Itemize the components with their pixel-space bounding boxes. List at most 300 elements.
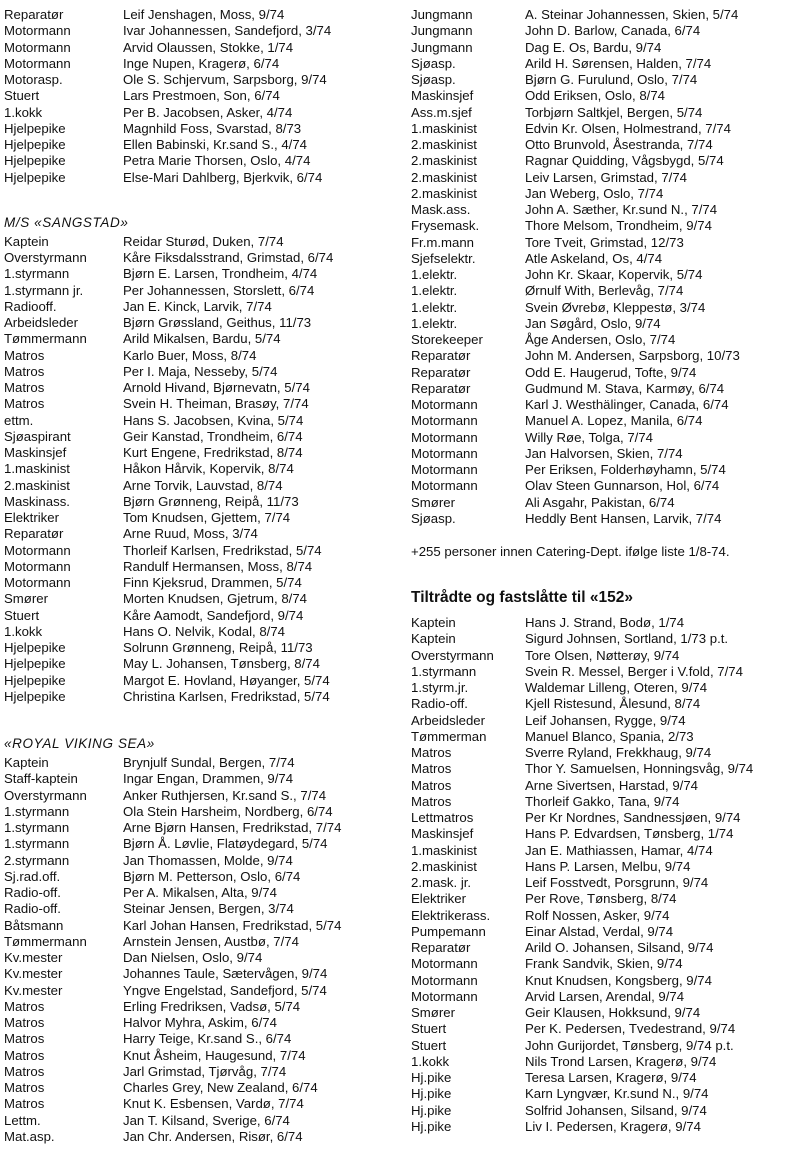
crew-name: Per I. Maja, Nesseby, 5/74 bbox=[123, 363, 278, 379]
crew-role: Kv.mester bbox=[4, 966, 63, 982]
crew-row bbox=[4, 869, 400, 885]
crew-role: Matros bbox=[4, 347, 45, 363]
crew-row bbox=[411, 778, 800, 794]
section-152-title: Tiltrådte og fastslåtte til «152» bbox=[411, 589, 633, 606]
crew-role: Hjelpepike bbox=[4, 153, 66, 169]
crew-role: Jungmann bbox=[411, 39, 473, 55]
crew-role: Arbeidsleder bbox=[411, 712, 486, 728]
crew-name: Ola Stein Harsheim, Nordberg, 6/74 bbox=[123, 803, 333, 819]
crew-role: Tømmermann bbox=[4, 331, 87, 347]
crew-name: Jan Thomassen, Molde, 9/74 bbox=[123, 852, 293, 868]
crew-role: Stuert bbox=[411, 1037, 447, 1053]
crew-role: 1.styrmann bbox=[4, 836, 70, 852]
crew-role: Hj.pike bbox=[411, 1118, 452, 1134]
crew-role: 2.mask. jr. bbox=[411, 875, 472, 890]
crew-role: Reparatør bbox=[4, 526, 64, 542]
crew-name: Ole S. Schjervum, Sarpsborg, 9/74 bbox=[123, 72, 327, 87]
crew-name: Bjørn M. Petterson, Oslo, 6/74 bbox=[123, 868, 301, 884]
crew-role: Motormann bbox=[4, 575, 71, 590]
crew-role: Motormann bbox=[411, 972, 478, 988]
crew-role: Kaptein bbox=[411, 631, 456, 647]
crew-role: Motormann bbox=[4, 558, 71, 574]
crew-row bbox=[411, 924, 800, 940]
crew-row bbox=[411, 202, 800, 218]
crew-name: Ellen Babinski, Kr.sand S., 4/74 bbox=[123, 137, 307, 152]
crew-role: Motormann bbox=[4, 55, 71, 71]
crew-name: Thore Melsom, Trondheim, 9/74 bbox=[525, 218, 712, 234]
crew-row bbox=[411, 137, 800, 153]
crew-row bbox=[4, 999, 400, 1015]
crew-name: Morten Knudsen, Gjetrum, 8/74 bbox=[123, 591, 307, 607]
crew-role: Matros bbox=[4, 363, 45, 379]
crew-role: 1.kokk bbox=[411, 1053, 450, 1069]
crew-row bbox=[4, 771, 400, 787]
crew-name: Jan Chr. Andersen, Risør, 6/74 bbox=[123, 1128, 303, 1144]
crew-name: Per Kr Nordnes, Sandnessjøen, 9/74 bbox=[525, 810, 741, 825]
crew-name: Lars Prestmoen, Son, 6/74 bbox=[123, 88, 280, 104]
crew-row bbox=[4, 673, 400, 689]
crew-row bbox=[411, 615, 800, 631]
crew-name: Ingar Engan, Drammen, 9/74 bbox=[123, 771, 294, 787]
crew-role: 2.maskinist bbox=[4, 477, 70, 493]
crew-row bbox=[411, 1103, 800, 1119]
crew-role: Båtsmann bbox=[4, 917, 64, 933]
crew-role: 2.maskinist bbox=[411, 153, 477, 169]
crew-role: Matros bbox=[411, 745, 452, 760]
crew-role: Matros bbox=[4, 1047, 45, 1063]
crew-name: Yngve Engelstad, Sandefjord, 5/74 bbox=[123, 982, 327, 998]
crew-role: Motormann bbox=[411, 429, 478, 445]
crew-row bbox=[4, 266, 400, 282]
sangstad-crew-list bbox=[4, 234, 400, 705]
crew-row bbox=[4, 591, 400, 607]
crew-name: Hans P. Larsen, Melbu, 9/74 bbox=[525, 858, 691, 874]
crew-row bbox=[411, 495, 800, 511]
crew-name: Arne Sivertsen, Harstad, 9/74 bbox=[525, 777, 698, 793]
crew-role: Kaptein bbox=[411, 615, 456, 630]
crew-row bbox=[411, 105, 800, 121]
crew-role: Hjelpepike bbox=[4, 137, 66, 152]
crew-role: Smører bbox=[411, 1005, 455, 1020]
crew-name: Arild H. Sørensen, Halden, 7/74 bbox=[525, 55, 712, 71]
crew-role: Maskinsjef bbox=[411, 826, 474, 842]
crew-name: Knut K. Esbensen, Vardø, 7/74 bbox=[123, 1096, 304, 1112]
crew-name: Arvid Larsen, Arendal, 9/74 bbox=[525, 988, 685, 1004]
crew-role: Maskinass. bbox=[4, 493, 70, 509]
crew-name: Hans J. Strand, Bodø, 1/74 bbox=[525, 615, 685, 630]
crew-name: Bjørn G. Furulund, Oslo, 7/74 bbox=[525, 72, 698, 87]
right-column bbox=[411, 7, 800, 1135]
crew-row bbox=[4, 7, 400, 23]
crew-name: Waldemar Lilleng, Oteren, 9/74 bbox=[525, 680, 708, 695]
crew-row bbox=[4, 105, 400, 121]
crew-name: Steinar Jensen, Bergen, 3/74 bbox=[123, 901, 294, 917]
crew-role: 1.styrmann bbox=[4, 803, 70, 819]
crew-row bbox=[411, 940, 800, 956]
crew-row bbox=[4, 689, 400, 705]
crew-row bbox=[4, 1064, 400, 1080]
crew-role: Matros bbox=[4, 396, 45, 412]
crew-row bbox=[4, 853, 400, 869]
crew-role: Motorasp. bbox=[4, 72, 63, 87]
crew-role: 1.maskinist bbox=[411, 842, 477, 858]
crew-name: Hans O. Nelvik, Kodal, 8/74 bbox=[123, 623, 285, 639]
crew-role: Sjøasp. bbox=[411, 55, 456, 71]
crew-name: Arild Mikalsen, Bardu, 5/74 bbox=[123, 331, 281, 347]
crew-name: Magnhild Foss, Svarstad, 8/73 bbox=[123, 120, 302, 136]
crew-role: Kaptein bbox=[4, 755, 49, 770]
crew-name: Erling Fredriksen, Vadsø, 5/74 bbox=[123, 998, 301, 1014]
crew-row bbox=[4, 918, 400, 934]
catering-note: +255 personer innen Catering-Dept. ifølge liste 1/8-74. bbox=[411, 544, 730, 559]
crew-role: Stuert bbox=[411, 1021, 447, 1037]
crew-role: Reparatør bbox=[411, 940, 471, 955]
crew-name: Willy Røe, Tolga, 7/74 bbox=[525, 429, 654, 445]
crew-row bbox=[411, 745, 800, 761]
crew-name: Solfrid Johansen, Silsand, 9/74 bbox=[525, 1102, 707, 1118]
crew-name: Jan E. Mathiassen, Hamar, 4/74 bbox=[525, 842, 713, 858]
crew-row bbox=[411, 153, 800, 169]
crew-name: Heddly Bent Hansen, Larvik, 7/74 bbox=[525, 510, 722, 526]
crew-role: Hjelpepike bbox=[4, 120, 66, 136]
crew-name: Hans S. Jacobsen, Kvina, 5/74 bbox=[123, 412, 304, 428]
crew-name: Otto Brunvold, Åsestranda, 7/74 bbox=[525, 137, 713, 152]
crew-role: Motormann bbox=[4, 23, 71, 39]
crew-row bbox=[411, 478, 800, 494]
crew-role: Elektrikerass. bbox=[411, 907, 491, 923]
crew-name: Liv I. Pedersen, Kragerø, 9/74 bbox=[525, 1118, 701, 1134]
crew-row bbox=[411, 7, 800, 23]
crew-name: Åge Andersen, Oslo, 7/74 bbox=[525, 332, 676, 347]
crew-row bbox=[4, 88, 400, 104]
crew-row bbox=[4, 934, 400, 950]
crew-role: Sjøasp. bbox=[411, 510, 456, 526]
crew-row bbox=[4, 364, 400, 380]
crew-name: Christina Karlsen, Fredrikstad, 5/74 bbox=[123, 688, 330, 704]
crew-name: Knut Knudsen, Kongsberg, 9/74 bbox=[525, 972, 712, 988]
crew-role: Motormann bbox=[411, 445, 478, 461]
crew-name: Ali Asgahr, Pakistan, 6/74 bbox=[525, 494, 675, 510]
left-top-list bbox=[4, 7, 400, 186]
crew-name: Manuel Blanco, Spania, 2/73 bbox=[525, 728, 694, 744]
crew-row bbox=[4, 820, 400, 836]
crew-name: Reidar Sturød, Duken, 7/74 bbox=[123, 233, 284, 249]
crew-name: Thor Y. Samuelsen, Honningsvåg, 9/74 bbox=[525, 761, 754, 777]
crew-role: Matros bbox=[4, 998, 45, 1014]
crew-role: Motormann bbox=[411, 397, 478, 412]
crew-name: Edvin Kr. Olsen, Holmestrand, 7/74 bbox=[525, 120, 731, 136]
crew-name: Atle Askeland, Os, 4/74 bbox=[525, 250, 663, 266]
crew-row bbox=[411, 1038, 800, 1054]
crew-role: Pumpemann bbox=[411, 923, 486, 939]
crew-name: John Kr. Skaar, Kopervik, 5/74 bbox=[525, 267, 703, 282]
crew-role: Overstyrmann bbox=[411, 647, 494, 663]
crew-name: Per Eriksen, Folderhøyhamn, 5/74 bbox=[525, 462, 726, 477]
crew-role: Lettm. bbox=[4, 1112, 41, 1128]
crew-role: Motormann bbox=[411, 413, 478, 429]
crew-row bbox=[4, 608, 400, 624]
crew-role: Matros bbox=[4, 1096, 45, 1112]
crew-role: 1.styrmann bbox=[4, 820, 70, 835]
crew-role: Mask.ass. bbox=[411, 202, 471, 217]
crew-row bbox=[411, 348, 800, 364]
crew-name: Einar Alstad, Verdal, 9/74 bbox=[525, 923, 674, 939]
crew-name: Jan Weberg, Oslo, 7/74 bbox=[525, 185, 664, 201]
crew-role: Sjøasp. bbox=[411, 72, 456, 87]
crew-row bbox=[411, 121, 800, 137]
crew-row bbox=[4, 1129, 400, 1145]
crew-row bbox=[411, 891, 800, 907]
crew-name: Per K. Pedersen, Tvedestrand, 9/74 bbox=[525, 1021, 736, 1037]
crew-role: Hjelpepike bbox=[4, 656, 66, 672]
crew-role: Hj.pike bbox=[411, 1086, 452, 1102]
crew-name: Randulf Hermansen, Moss, 8/74 bbox=[123, 558, 313, 574]
crew-name: Anker Ruthjersen, Kr.sand S., 7/74 bbox=[123, 787, 327, 803]
crew-name: Per Rove, Tønsberg, 8/74 bbox=[525, 891, 677, 907]
crew-row bbox=[4, 901, 400, 917]
crew-row bbox=[411, 713, 800, 729]
crew-role: 1.kokk bbox=[4, 623, 43, 639]
crew-name: Olav Steen Gunnarson, Hol, 6/74 bbox=[525, 478, 720, 494]
crew-name: John M. Andersen, Sarpsborg, 10/73 bbox=[525, 348, 740, 364]
crew-role: Hjelpepike bbox=[4, 169, 66, 185]
crew-role: Matros bbox=[411, 793, 452, 809]
crew-row bbox=[411, 859, 800, 875]
crew-name: Thorleif Karlsen, Fredrikstad, 5/74 bbox=[123, 542, 322, 558]
crew-role: Kv.mester bbox=[4, 950, 63, 965]
crew-role: Sjøaspirant bbox=[4, 428, 71, 444]
crew-row bbox=[411, 40, 800, 56]
crew-role: Reparatør bbox=[411, 348, 471, 364]
crew-name: Ivar Johannessen, Sandefjord, 3/74 bbox=[123, 23, 332, 39]
crew-name: Torbjørn Saltkjel, Bergen, 5/74 bbox=[525, 104, 703, 120]
crew-role: Hj.pike bbox=[411, 1070, 452, 1085]
crew-name: Teresa Larsen, Kragerø, 9/74 bbox=[525, 1070, 697, 1085]
crew-name: Karl J. Westhälinger, Canada, 6/74 bbox=[525, 397, 729, 412]
crew-row bbox=[4, 478, 400, 494]
crew-role: Ass.m.sjef bbox=[411, 104, 472, 120]
crew-row bbox=[4, 494, 400, 510]
crew-role: 2.maskinist bbox=[411, 858, 477, 874]
crew-name: Kåre Aamodt, Sandefjord, 9/74 bbox=[123, 607, 304, 623]
crew-row bbox=[4, 950, 400, 966]
crew-row bbox=[4, 1015, 400, 1031]
crew-role: Reparatør bbox=[4, 7, 64, 22]
crew-row bbox=[4, 137, 400, 153]
crew-row bbox=[4, 624, 400, 640]
crew-row bbox=[4, 836, 400, 852]
crew-name: Jan Søgård, Oslo, 9/74 bbox=[525, 315, 661, 331]
crew-role: 1.elektr. bbox=[411, 299, 458, 315]
crew-row bbox=[411, 1119, 800, 1135]
crew-role: Hjelpepike bbox=[4, 640, 66, 655]
crew-row bbox=[4, 526, 400, 542]
crew-name: Jarl Grimstad, Tjørvåg, 7/74 bbox=[123, 1063, 287, 1079]
crew-row bbox=[411, 664, 800, 680]
crew-role: Matros bbox=[4, 1031, 45, 1047]
crew-role: Elektriker bbox=[4, 510, 59, 525]
crew-name: Bjørn E. Larsen, Trondheim, 4/74 bbox=[123, 266, 318, 282]
crew-row bbox=[411, 826, 800, 842]
crew-name: Arne Bjørn Hansen, Fredrikstad, 7/74 bbox=[123, 820, 342, 835]
crew-role: Tømmermann bbox=[4, 933, 87, 949]
crew-name: Tore Tveit, Grimstad, 12/73 bbox=[525, 234, 684, 250]
crew-role: 1.styrmann bbox=[411, 663, 477, 679]
crew-name: Brynjulf Sundal, Bergen, 7/74 bbox=[123, 755, 295, 770]
crew-row bbox=[4, 1113, 400, 1129]
crew-row bbox=[411, 761, 800, 777]
crew-name: Solrunn Grønneng, Reipå, 11/73 bbox=[123, 640, 313, 655]
crew-row bbox=[4, 40, 400, 56]
crew-name: Margot E. Hovland, Høyanger, 5/74 bbox=[123, 672, 330, 688]
crew-name: Manuel A. Lopez, Manila, 6/74 bbox=[525, 413, 703, 429]
crew-row bbox=[411, 72, 800, 88]
crew-role: Tømmerman bbox=[411, 728, 487, 744]
crew-role: Hjelpepike bbox=[4, 688, 66, 704]
crew-role: Arbeidsleder bbox=[4, 315, 79, 330]
crew-row bbox=[4, 234, 400, 250]
crew-row bbox=[411, 316, 800, 332]
crew-row bbox=[411, 170, 800, 186]
crew-row bbox=[411, 1054, 800, 1070]
crew-name: John D. Barlow, Canada, 6/74 bbox=[525, 23, 701, 39]
crew-row bbox=[411, 956, 800, 972]
crew-role: 2.maskinist bbox=[411, 137, 477, 152]
crew-role: Matros bbox=[4, 1080, 45, 1095]
crew-name: Thorleif Gakko, Tana, 9/74 bbox=[525, 793, 680, 809]
crew-role: 2.maskinist bbox=[411, 169, 477, 185]
crew-name: Charles Grey, New Zealand, 6/74 bbox=[123, 1080, 318, 1095]
crew-role: 1.maskinist bbox=[411, 120, 477, 136]
crew-role: Maskinsjef bbox=[4, 445, 67, 460]
crew-row bbox=[411, 413, 800, 429]
crew-row bbox=[411, 300, 800, 316]
crew-row bbox=[411, 462, 800, 478]
crew-name: Arnstein Jensen, Austbø, 7/74 bbox=[123, 933, 299, 949]
crew-name: Odd Eriksen, Oslo, 8/74 bbox=[525, 88, 666, 104]
crew-row bbox=[4, 299, 400, 315]
crew-row bbox=[4, 429, 400, 445]
crew-row bbox=[4, 56, 400, 72]
crew-name: Dan Nielsen, Oslo, 9/74 bbox=[123, 950, 263, 965]
crew-name: Per B. Jacobsen, Asker, 4/74 bbox=[123, 104, 293, 120]
crew-name: Inge Nupen, Kragerø, 6/74 bbox=[123, 55, 280, 71]
crew-name: Nils Trond Larsen, Kragerø, 9/74 bbox=[525, 1053, 717, 1069]
crew-row bbox=[411, 973, 800, 989]
crew-role: Elektriker bbox=[411, 891, 466, 907]
crew-name: Geir Kanstad, Trondheim, 6/74 bbox=[123, 428, 303, 444]
crew-row bbox=[4, 380, 400, 396]
crew-row bbox=[411, 332, 800, 348]
crew-row bbox=[4, 885, 400, 901]
crew-name: Tore Olsen, Nøtterøy, 9/74 bbox=[525, 647, 680, 663]
crew-row bbox=[411, 511, 800, 527]
left-column bbox=[4, 7, 400, 1145]
crew-name: Arild O. Johansen, Silsand, 9/74 bbox=[525, 940, 714, 955]
crew-role: Smører bbox=[411, 494, 455, 510]
crew-row bbox=[4, 396, 400, 412]
crew-row bbox=[4, 121, 400, 137]
crew-role: Kv.mester bbox=[4, 982, 63, 998]
crew-role: Matros bbox=[4, 1063, 45, 1079]
crew-row bbox=[411, 365, 800, 381]
crew-name: Jan E. Kinck, Larvik, 7/74 bbox=[123, 298, 272, 314]
crew-role: Jungmann bbox=[411, 23, 473, 39]
crew-row bbox=[411, 88, 800, 104]
crew-role: 1.kokk bbox=[4, 104, 43, 120]
crew-name: Gudmund M. Stava, Karmøy, 6/74 bbox=[525, 380, 725, 396]
crew-row bbox=[4, 656, 400, 672]
crew-name: Geir Klausen, Hokksund, 9/74 bbox=[525, 1005, 701, 1020]
crew-row bbox=[411, 397, 800, 413]
crew-row bbox=[411, 696, 800, 712]
crew-role: Mat.asp. bbox=[4, 1128, 55, 1144]
crew-role: Hjelpepike bbox=[4, 672, 66, 688]
crew-name: Kjell Ristesund, Ålesund, 8/74 bbox=[525, 696, 701, 712]
section-152-crew-list bbox=[411, 615, 800, 1135]
crew-role: 1.styrmann jr. bbox=[4, 282, 84, 298]
crew-role: Motormann bbox=[411, 462, 478, 477]
crew-row bbox=[4, 575, 400, 591]
crew-row bbox=[4, 543, 400, 559]
crew-role: 2.styrmann bbox=[4, 852, 70, 868]
crew-name: Leif Jenshagen, Moss, 9/74 bbox=[123, 7, 285, 22]
crew-role: Motormann bbox=[4, 542, 71, 558]
crew-role: Stuert bbox=[4, 88, 40, 104]
crew-role: 1.styrmann bbox=[4, 266, 70, 282]
crew-row bbox=[4, 559, 400, 575]
crew-role: Fr.m.mann bbox=[411, 234, 475, 250]
crew-name: Jan Halvorsen, Skien, 7/74 bbox=[525, 445, 683, 461]
crew-role: Lettmatros bbox=[411, 810, 474, 825]
crew-row bbox=[411, 186, 800, 202]
crew-row bbox=[4, 23, 400, 39]
crew-role: Overstyrmann bbox=[4, 250, 87, 265]
crew-role: Radiooff. bbox=[4, 298, 57, 314]
crew-role: 1.elektr. bbox=[411, 267, 458, 282]
crew-role: Radio-off. bbox=[4, 885, 61, 900]
crew-name: John Gurijordet, Tønsberg, 9/74 p.t. bbox=[525, 1037, 734, 1053]
crew-role: Overstyrmann bbox=[4, 787, 87, 803]
crew-role: Smører bbox=[4, 591, 48, 607]
crew-name: Leif Johansen, Rygge, 9/74 bbox=[525, 712, 686, 728]
crew-row bbox=[411, 843, 800, 859]
crew-role: ettm. bbox=[4, 412, 34, 428]
sangstad-ship-title: M/S «SANGSTAD» bbox=[4, 214, 129, 230]
crew-row bbox=[4, 1080, 400, 1096]
crew-row bbox=[4, 461, 400, 477]
crew-name: Hans P. Edvardsen, Tønsberg, 1/74 bbox=[525, 826, 734, 842]
crew-row bbox=[4, 804, 400, 820]
crew-row bbox=[411, 235, 800, 251]
crew-role: Staff-kaptein bbox=[4, 771, 78, 787]
crew-name: Arne Torvik, Lauvstad, 8/74 bbox=[123, 477, 283, 493]
crew-name: Karlo Buer, Moss, 8/74 bbox=[123, 347, 257, 363]
crew-name: Svein Øvrebø, Kleppestø, 3/74 bbox=[525, 299, 706, 315]
crew-row bbox=[411, 648, 800, 664]
crew-role: Radio-off. bbox=[4, 901, 61, 917]
crew-role: 1.maskinist bbox=[4, 461, 70, 477]
crew-role: Reparatør bbox=[411, 380, 471, 396]
crew-name: Karn Lyngvær, Kr.sund N., 9/74 bbox=[525, 1086, 709, 1102]
crew-name: Petra Marie Thorsen, Oslo, 4/74 bbox=[123, 153, 311, 169]
crew-role: Kaptein bbox=[4, 233, 49, 249]
crew-role: Motormann bbox=[4, 39, 71, 55]
crew-row bbox=[411, 1086, 800, 1102]
crew-role: 1.elektr. bbox=[411, 315, 458, 331]
crew-role: Matros bbox=[4, 1015, 45, 1030]
crew-role: Stuert bbox=[4, 607, 40, 623]
